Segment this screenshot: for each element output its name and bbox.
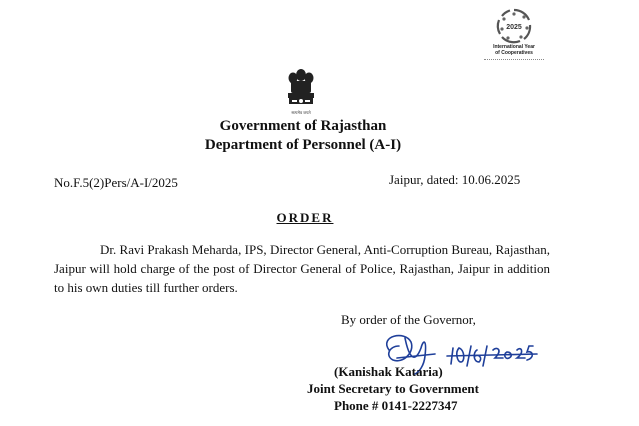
iyc-year: 2025 [506, 24, 522, 31]
reference-number: No.F.5(2)Pers/A-I/2025 [54, 175, 178, 190]
order-body: Dr. Ravi Prakash Meharda, IPS, Director General, Anti-Corruption Bureau, Rajasthan, Jaipur will hold charge of the post of Director General of Police, Rajasthan, Jaipur in addition to his own duties till further orders. [54, 242, 550, 295]
by-order-line: By order of the Governor, [341, 312, 476, 327]
iyc-divider [484, 59, 544, 61]
order-heading: ORDER [276, 210, 334, 225]
iyc-caption-line2: of Cooperatives [495, 50, 533, 56]
emblem-motto: सत्यमेव जयते [291, 110, 311, 115]
iyc-caption-line1: International Year [493, 44, 535, 50]
department-title: Department of Personnel (A-I) [204, 137, 402, 153]
signer-name: (Kanishak Kataria) [334, 364, 443, 379]
order-date: Jaipur, dated: 10.06.2025 [389, 172, 521, 187]
iyc-2025-logo [494, 6, 534, 46]
signer-phone: Phone # 0141-2227347 [334, 398, 458, 413]
national-emblem-icon [283, 66, 319, 112]
iyc-caption [478, 44, 550, 56]
government-title: Government of Rajasthan [219, 118, 387, 134]
signer-designation: Joint Secretary to Government [307, 381, 479, 396]
